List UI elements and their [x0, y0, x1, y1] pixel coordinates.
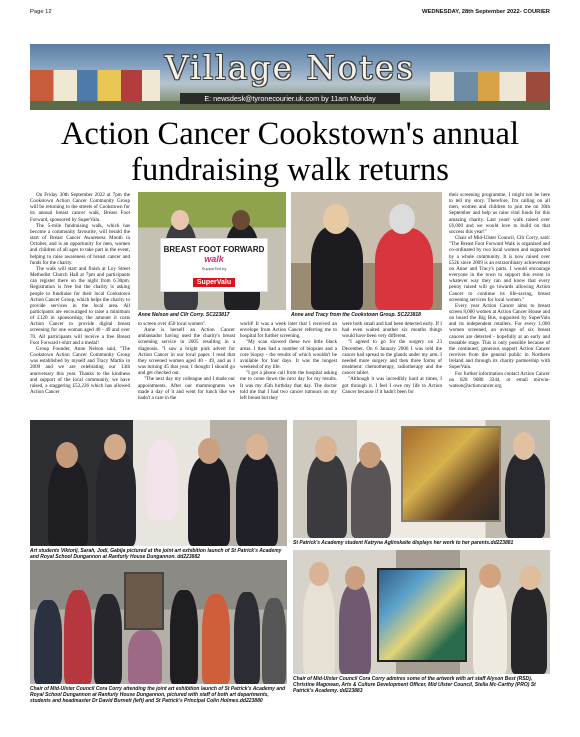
article-column-4	[342, 321, 442, 417]
article-headline: Action Cancer Cookstown's annual fundraising walk returns	[60, 116, 520, 188]
article-column-3	[240, 321, 337, 417]
paragraph: Chair of Mid-Ulster Council, Cllr Corry, said: "The Breast Foot Forward Walk is organised and co-ordinated by two local women and supported by a whole community. It is now raised over £52k since 2009 is an extraordinary achievement on Anne and Tracy's parts. I would encourage everyone in the town to support this event in whatever way they can and know that every penny raised will go towards allowing Action Cancer to continue its life-saving, breast screening services for local women."	[449, 235, 550, 303]
paragraph: Every year Action Cancer aims to breast screen 8,000 women at Action Cancer House and on board the Big Bus, supported by SuperValu and its independent retailers. For every 1,000 women screened, an average of six breast cancers are detected - hopefully at an early and treatable stage. This is only possible because of the continued, generous support Action Cancer receives from the general public in Northern Ireland and through its charity partnership with SuperValu.	[449, 302, 550, 371]
paragraph: Group Founder, Anne Nelson said, "The Cookstown Action Cancer Community Group was established by myself and Tracy Martin in 2009 and we are celebrating our 13th anniversary this year. Thanks to the kindness and support of the local community, we have raised, a staggering £52,226 which has allowed Action Cancer	[30, 345, 130, 395]
sign-supported-by: SupporTed by	[201, 266, 227, 271]
breast-foot-forward-sign	[160, 238, 268, 292]
mosaic-artwork	[377, 568, 467, 662]
person	[128, 630, 162, 684]
caption-top-right: Anne and Tracy from the Cookstown Group. SC223818	[291, 312, 421, 318]
person-head	[389, 204, 415, 234]
person-head	[104, 434, 126, 460]
person	[339, 584, 371, 674]
person	[48, 460, 88, 546]
paragraph: On Friday 30th September 2022 at 7pm the Cookstown Action Cancer Community Group will be returning to the streets of Cookstown for its annual breast cancer walk, Breast Foot Forward, sponsored by SuperValu.	[30, 192, 130, 223]
person	[375, 228, 433, 310]
person-head	[198, 438, 220, 464]
sign-walk: walk	[204, 254, 224, 264]
photo-art-students	[30, 420, 287, 546]
page-number: Page 12	[30, 9, 52, 15]
exhibition-painting	[124, 572, 164, 630]
paragraph: "My scan showed these two little black areas. I then had a number of biopsies and a core biopsy - the results of which wouldn't be available for four days. It was the longest weekend of my life.	[240, 339, 337, 371]
person	[473, 582, 507, 674]
person	[170, 590, 198, 684]
banner-title: Village Notes	[164, 48, 416, 87]
person-head	[171, 210, 189, 230]
supervalu-logo: SuperValu	[193, 278, 235, 287]
paragraph: were both small and had been detected early. If I had even waited another six months things would have been very different.	[342, 321, 442, 340]
paragraph: their screening programme, I might not be here to tell my story. Therefore, I'm calling on all men, women and children to join me on 30th September and help us raise vital funds for this amazing charity. Last years' walk raised over £6,000 and we would love to build on that success this year!"	[449, 192, 550, 235]
person-head	[519, 566, 541, 590]
article-column-2	[138, 321, 235, 417]
photo-anne-and-tracy	[291, 192, 442, 310]
sign-heading: BREAST FOOT FORWARD	[163, 245, 265, 254]
person	[262, 598, 286, 684]
paragraph: The walk will start and finish at Loy Street Methodist Church Hall at 7pm and participants can register there on the night from 6.30pm. Registration is free but the charity is asking people to fundraise for their local Cookstown Action Cancer Group, which helps the charity to provide services in the local area. All participants are encouraged to raise a minimum of £120 in sponsorship, the amount it costs Action Cancer to provide digital breast screening for one woman aged 40 - 49 and over 70. All participants will receive a free Breast Foot Forward t-shirt and a medal!	[30, 265, 130, 346]
person	[188, 456, 230, 546]
person	[505, 452, 545, 538]
person	[234, 592, 260, 684]
person	[303, 580, 335, 674]
person	[236, 452, 278, 546]
person-head	[309, 562, 329, 586]
person	[307, 454, 347, 538]
person-head	[479, 564, 501, 588]
caption-top-left: Anne Nelson and Cllr Corry. SC223817	[138, 312, 230, 318]
paragraph: to screen over 450 local women".	[138, 321, 207, 327]
caption-mid-left: Art students Viktorij, Sarah, Jodi, Gabija pictured at the joint art exhibition launch of St Patrick's Academy and Royal School Dungannon at Ranfurly House Dungannon. dd223882	[30, 548, 282, 560]
paragraph: world! It was a week later that I received an envelope from Action Cancer referring me to hospital for further screening.	[240, 321, 337, 340]
person	[64, 590, 92, 684]
photo-katryna-artwork	[293, 420, 550, 538]
person	[311, 226, 363, 310]
caption-mid-right: St Patrick's Academy student Katryna Aglinskaite displays her work to her parents.dd223881	[293, 540, 514, 546]
person-head	[513, 432, 535, 460]
caption-bottom-left: Chair of Mid-Ulster Council Cora Corry attending the joint art exhibition launch of St Patrick's Academy and Royal School Dungannon at Ranfurly House Dungannon, pictured with staff of both art departments, students and headmaster Dr David Burnett (left) and St Patrick's Principal Colin Holmes.dd223880	[30, 686, 286, 704]
paragraph: "The next day my colleague and I made our appointments. After our mammograms we made a day of it and went for lunch like we hadn't a care in the	[138, 376, 235, 401]
article-column-1	[30, 192, 130, 418]
person-head	[315, 436, 337, 462]
village-notes-banner	[30, 44, 550, 110]
photo-artwork-admiration	[293, 550, 550, 674]
paragraph: "I agreed to go for the surgery on 23 December. On 6 January 2006 I was told the cancer had spread to the glands under my arm. I needed more surgery and then three forms of treatment: chemotherapy, radiotherapy and the cancer tablet.	[342, 339, 442, 377]
page-header-bar	[30, 6, 550, 18]
photo-anne-nelson-cllr-corry	[138, 192, 286, 310]
person	[202, 594, 230, 684]
paragraph: "Although it was incredibly hard at times, I got through it. I feel I owe my life to Action Cancer because if it hadn't been for	[342, 376, 442, 395]
painting-artwork	[401, 426, 501, 522]
paragraph: Anne is herself an Action Cancer ambassador having used the charity's breast screening service in 2005 resulting in a diagnosis. "I saw a bright pink advert for Action Cancer in our local paper. I read that they screened women aged 40 - 49, and as I was turning 45 that year, I thought I should go and get checked out.	[138, 327, 235, 377]
paragraph: "I got a phone call from the hospital asking me to come down the next day for my results. It was my 45th birthday that day. The doctor told me that I had two cancer tumours on my left breast but they	[240, 370, 337, 401]
issue-date: WEDNESDAY, 28th September 2022- COURIER	[422, 9, 550, 15]
person	[94, 594, 122, 684]
person-head	[323, 204, 349, 234]
caption-bottom-right: Chair of Mid-Ulster Council Cora Corry admires some of the artwork with art staff Alyson Best (RSD), Christine Magowan, Arts & Culture Development Officer, Mid Ulster Council, Stella Mc-Carthy (PRO) St Patrick's Academy. dd223883	[293, 676, 536, 694]
article-column-5	[449, 192, 550, 418]
person	[351, 458, 391, 538]
person-head	[56, 442, 78, 468]
paragraph: For further information contact Action Cancer on 028 9080 3344, or email mirwin-watson@actioncancer.org	[449, 370, 550, 389]
person-head	[345, 566, 365, 590]
photo-council-chair-staff	[30, 560, 287, 684]
person	[511, 586, 547, 674]
person-head	[359, 442, 381, 468]
person-head	[246, 434, 268, 460]
banner-email: E: newsdesk@tyronecourier.uk.com by 11am Monday	[180, 93, 400, 104]
person-head	[232, 210, 250, 230]
paragraph: The 5-mile fundraising walk, which has become a community favourite, will herald the start of Breast Cancer Awareness Month in October, and is an opportunity for men, women and children of all ages to take part in the event, helping to raise awareness of breast cancer and funds for the charity.	[30, 222, 130, 266]
person	[34, 600, 62, 684]
person	[96, 450, 136, 546]
dress-artwork	[146, 440, 178, 520]
